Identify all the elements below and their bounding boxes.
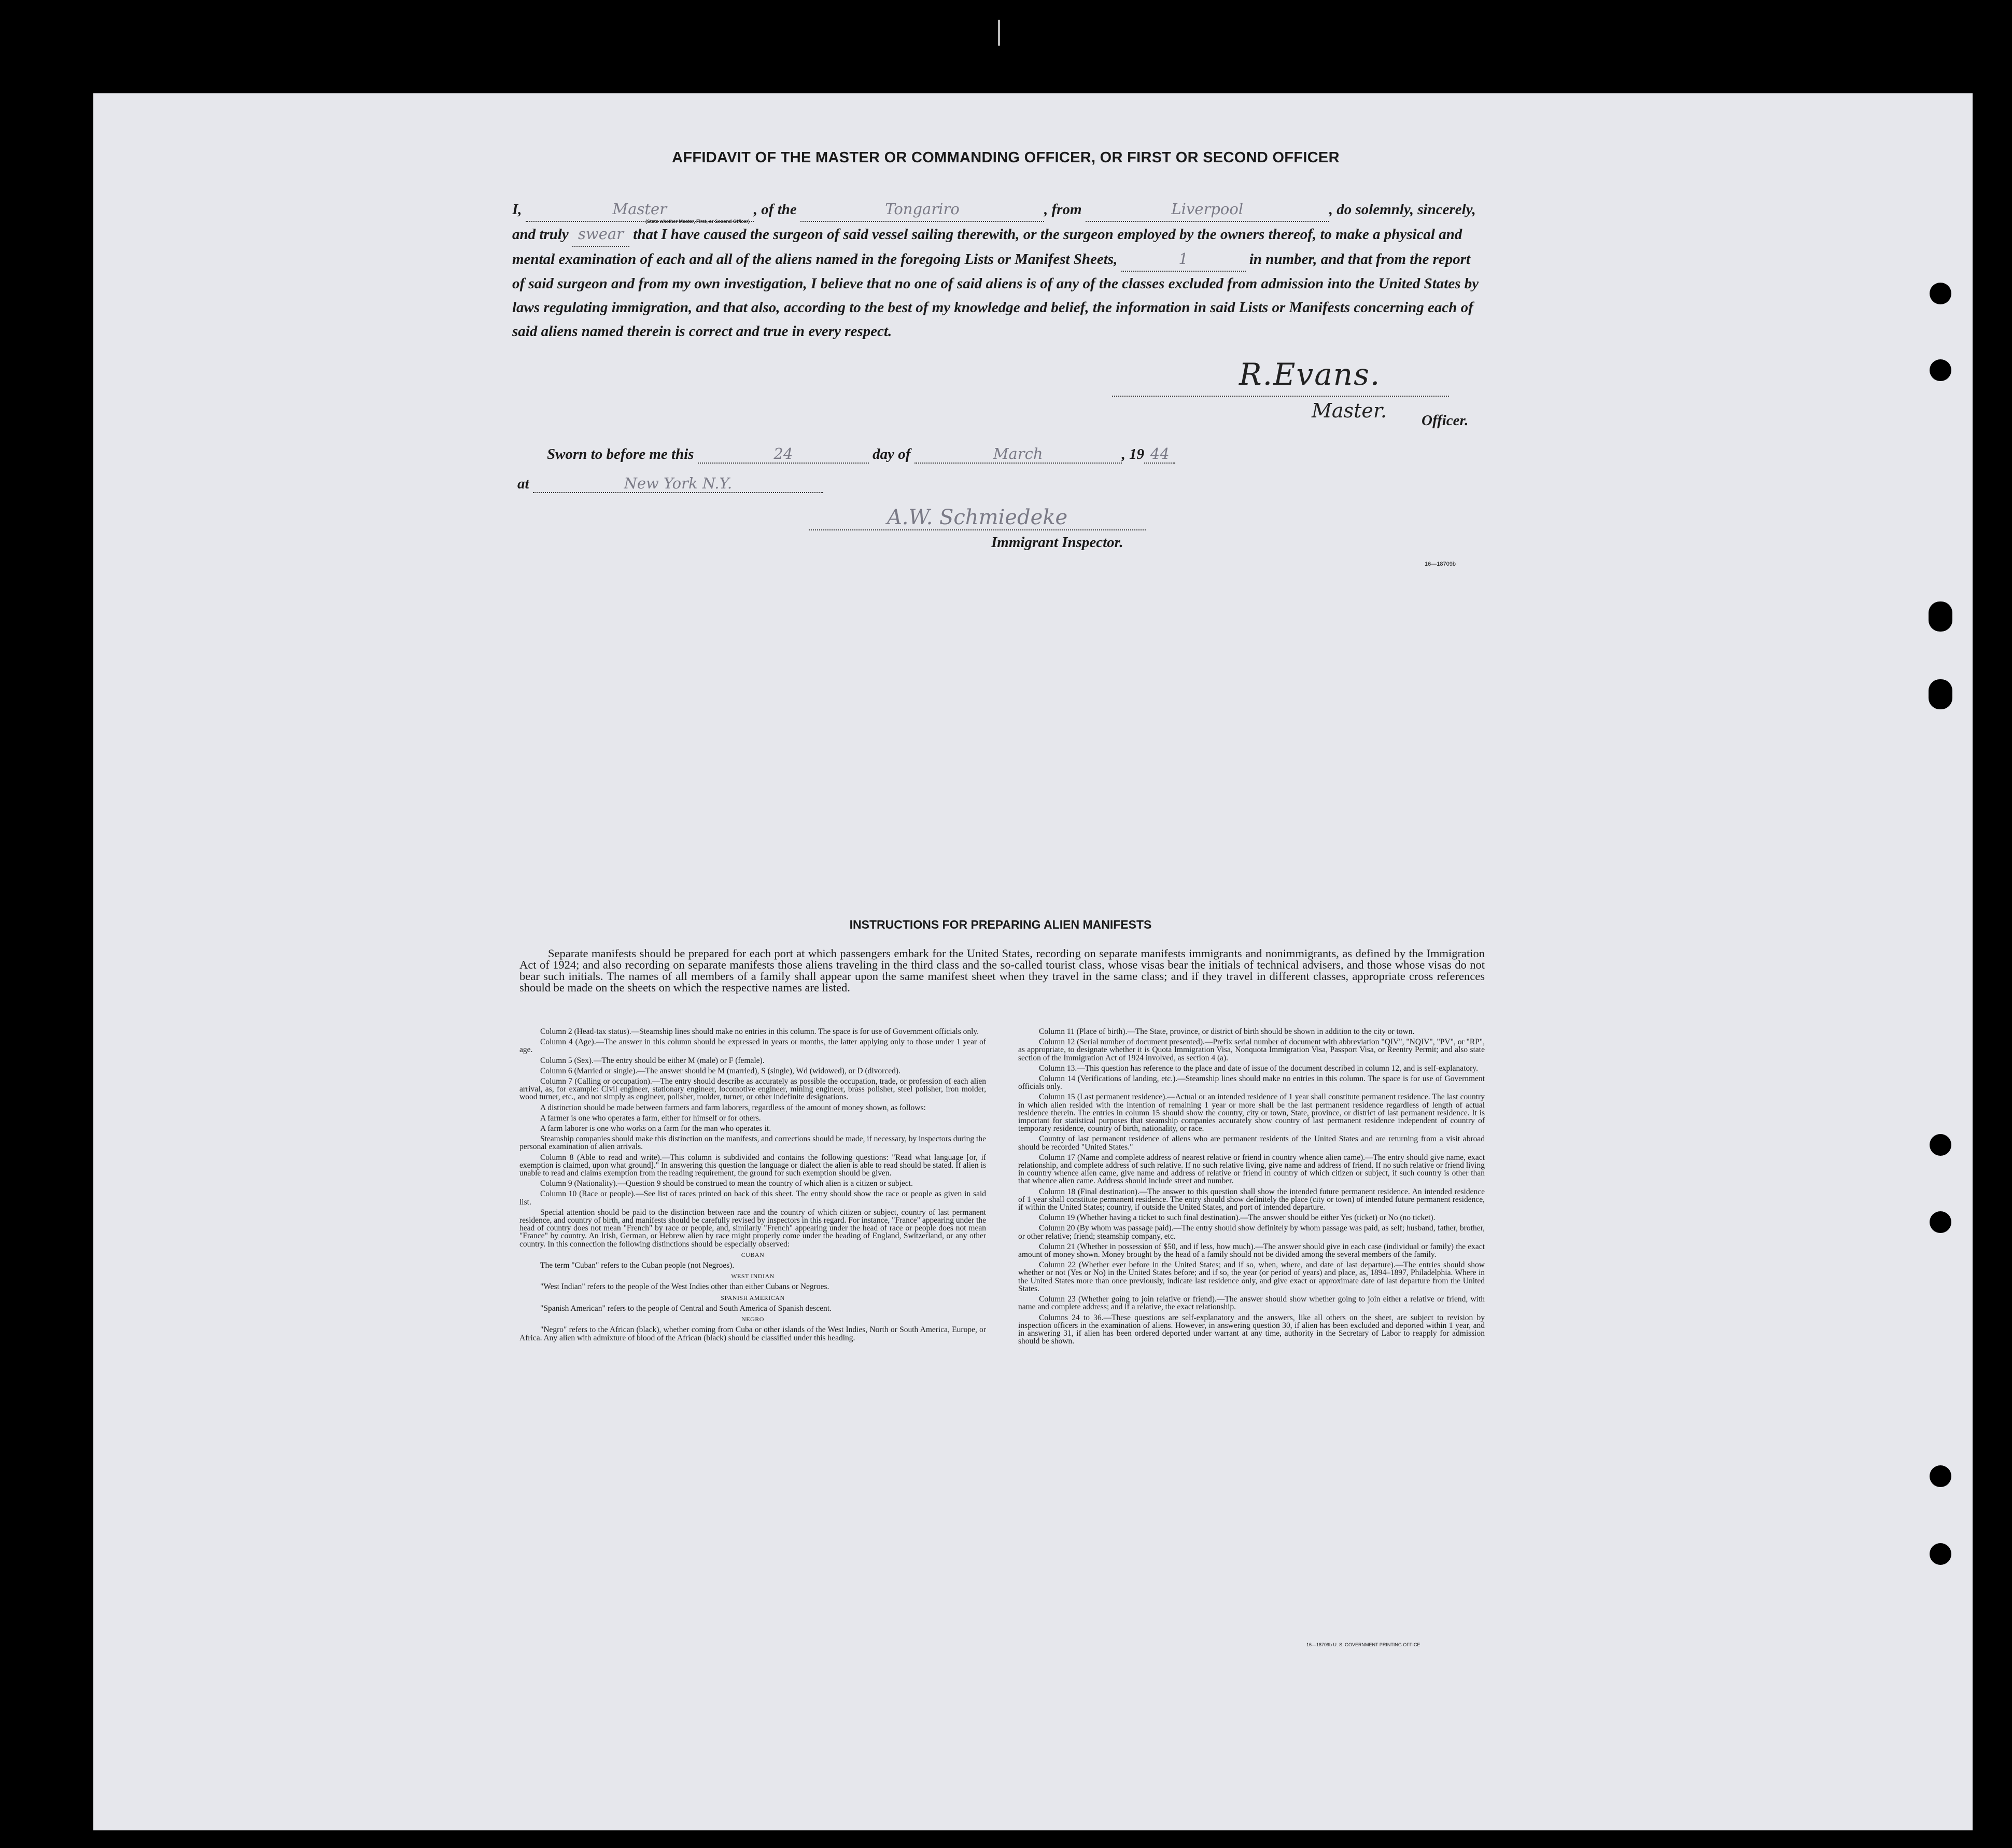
at-label: at	[517, 475, 529, 492]
punch-hole	[1930, 1211, 1951, 1233]
punch-hole	[1929, 601, 1952, 632]
instruction-paragraph: Column 12 (Serial number of document presented).—Prefix serial number of document with abbreviation "QIV", "NQIV", "PV", or "RP", as appropriate, to designate whether it is Quota Immigration Visa, Nonquota Immigration Visa, Passport Visa, or Reentry Permit; and also state section of the Immigration Act of 1924 involved, as section 4 (a).	[1018, 1038, 1485, 1062]
officer-label: Officer.	[1422, 412, 1469, 429]
instruction-paragraph: Column 10 (Race or people).—See list of races printed on back of this sheet. The entry should show the race or people as given in said list.	[519, 1189, 986, 1207]
instruction-paragraph: Column 13.—This question has reference to the place and date of issue of the document described in column 12, and is self-explanatory.	[1039, 1063, 1478, 1073]
instruction-paragraph: Column 18 (Final destination).—The answer to this question shall show the intended future permanent residence. An intended residence of 1 year shall constitute permanent residence. The entry should show definitely the place (city or town) of intended future permanent residence, if within the United States; country, if outside the United States, and port of intended departure.	[1018, 1187, 1485, 1212]
instruction-paragraph: Column 5 (Sex).—The entry should be either M (male) or F (female).	[540, 1056, 765, 1065]
instruction-paragraph: Column 4 (Age).—The answer in this column should be expressed in years or months, the latter applying only to those under 1 year of age.	[519, 1038, 986, 1055]
count-field: 1	[1121, 247, 1246, 272]
vessel-field: Tongariro	[800, 197, 1044, 222]
solemnly-label: solemnly, sincerely, and truly	[512, 201, 1476, 243]
sworn-day-field: 24	[698, 445, 869, 464]
affidavit-text-1: that I have caused the surgeon of said vessel sailing therewith, or the surgeon employed by the owners thereof, to make a physical and mental examination of each and all of the aliens named in the foregoing Lists or Manifest Sheets,	[512, 226, 1462, 268]
instructions-intro: Separate manifests should be prepared for each port at which passengers embark for the United States, recording on separate manifests immigrants and nonimmigrants, as defined by the Immigration Act of 1924; and also recording on separate manifests those aliens traveling in the third class and the so-called tourist class, whose visas bear the initials of technical advisers, and those whose visas do not bear such initials. The names of all members of a family shall appear upon the same manifest sheet when they travel in the same class; and if they travel in different classes, appropriate cross references should be made on the sheets on which the respective names are listed.	[519, 947, 1485, 994]
year-prefix: , 19	[1121, 446, 1145, 463]
rank-field: Master	[526, 197, 754, 222]
instruction-paragraph: Columns 24 to 36.—These questions are self-explanatory and the answers, like all others on the sheet, are subject to revision by inspection officers in the examination of aliens. However, in answering question 30, if alien has been excluded and deported within 1 year, and in answering 31, if alien has been ordered deported under warrant at any time, authority in the Secretary of Labor to reapply for admission should be shown.	[1018, 1313, 1485, 1346]
punch-hole	[1930, 359, 1951, 381]
punch-hole	[1930, 1543, 1951, 1565]
day-of-label: day of	[873, 446, 911, 463]
rank-note: (State whether Master, First, or Second Officer)	[645, 219, 750, 224]
at-line	[517, 474, 823, 493]
instruction-paragraph: Special attention should be paid to the distinction between race and the country of which citizen or subject, country of last permanent residence, and country of birth, and manifests should be carefully revised by inspectors in this regard. For instance, "France" appearing under the head of country does not mean "French" by race or people, and, similarly "French" appearing under the head of race or people does not mean "France" by country. An Irish, German, or Hebrew alien by race might properly come under the heading of England, Switzerland, or any other country. In this connection the following distinctions should be especially observed:	[519, 1208, 986, 1249]
port-field: Liverpool	[1086, 197, 1329, 222]
instruction-paragraph: A farmer is one who operates a farm, either for himself or for others.	[540, 1113, 761, 1123]
master-signature: R.Evans.	[1239, 357, 1381, 392]
section-heading: NEGRO	[741, 1315, 764, 1323]
from-label: , from	[1044, 201, 1082, 218]
sworn-label: Sworn to before me this	[547, 446, 694, 463]
instruction-paragraph: Column 2 (Head-tax status).—Steamship lines should make no entries in this column. The space is for use of Government officials only.	[540, 1027, 979, 1036]
do-label: , do	[1329, 201, 1352, 218]
section-text: "Negro" refers to the African (black), whether coming from Cuba or other islands of the West Indies, North or South America, Europe, or Africa. Any alien with admixture of blood of the African (black) should be classified under this heading.	[519, 1325, 986, 1342]
instruction-paragraph: Column 23 (Whether going to join relative or friend).—The answer should show whether going to join either a relative or friend, with name and complete address; and if a relative, the exact relationship.	[1018, 1295, 1485, 1312]
section-heading: WEST INDIAN	[731, 1272, 775, 1280]
instruction-paragraph: Column 21 (Whether in possession of $50, and if less, how much).—The answer should give in each case (individual or family) the exact amount of money shown. Money brought by the head of a family should not be divided among the several members of the family.	[1018, 1242, 1485, 1259]
of-the-label: , of the	[753, 201, 797, 218]
punch-hole	[1930, 283, 1951, 304]
instruction-paragraph: Column 7 (Calling or occupation).—The entry should describe as accurately as possible the occupation, trade, or profession of each alien arrival, as, for example: Civil engineer, stationary engineer, locomotive engineer, mining engineer, brass polisher, steel polisher, iron molder, wood turner, etc., and not simply as engineer, polisher, molder, turner, or other indefinite designations.	[519, 1077, 986, 1102]
swear-field: swear	[572, 222, 629, 247]
section-heading: SPANISH AMERICAN	[721, 1294, 785, 1301]
instruction-paragraph: Steamship companies should make this distinction on the manifests, and corrections should be made, if necessary, by inspectors during the personal examination of alien arrivals.	[519, 1135, 986, 1152]
instruction-paragraph: Column 20 (By whom was passage paid).—The entry should show definitely by whom passage was paid, as self; husband, father, brother, or other relative; friend; steamship company, etc.	[1018, 1224, 1485, 1241]
instruction-paragraph: A farm laborer is one who works on a farm for the man who operates it.	[540, 1124, 771, 1133]
printing-office-footer: 16—18709b U. S. GOVERNMENT PRINTING OFFICE	[1306, 1642, 1420, 1647]
instruction-paragraph: Column 14 (Verifications of landing, etc.).—Steamship lines should make no entries in this column. The space is for use of Government officials only.	[1018, 1074, 1485, 1091]
instruction-paragraph: Column 17 (Name and complete address of nearest relative or friend in country whence alien came).—The entry should give name, exact relationship, and complete address of such relative. If no such relative living, give name and address of friend. If no such relative or friend living in country whence alien came, give name and address of relative or friend in country of which citizen or subject, if such country is other than that whence alien came. Address should include street and number.	[1018, 1153, 1485, 1186]
form-number: 16—18709b	[1425, 561, 1456, 567]
instruction-paragraph: A distinction should be made between farmers and farm laborers, regardless of the amount of money shown, as follows:	[540, 1103, 926, 1112]
instruction-paragraph: Country of last permanent residence of aliens who are permanent residents of the United States and are returning from a visit abroad should be recorded "United States."	[1018, 1135, 1485, 1152]
at-place-field: New York N.Y.	[533, 474, 823, 493]
year-field: 44	[1144, 445, 1175, 464]
instructions-right-column	[1018, 1028, 1485, 1348]
instruction-paragraph: Column 22 (Whether ever before in the United States; and if so, when, where, and date of last departure).—The entries should show whether or not (Yes or No) in the United States before; and if so, the year (or period of years) and place, as, 1894–1897, Philadelphia. Where in the United States more than once previously, indicate last residence only, and give exact or approximate date of last departure from the United States.	[1018, 1261, 1485, 1293]
instruction-paragraph: Column 6 (Married or single).—The answer should be M (married), S (single), Wd (widowed), or D (divorced).	[540, 1066, 901, 1075]
section-heading: CUBAN	[741, 1251, 765, 1258]
affidavit-text-2: in number, and that from the report of said surgeon and from my own investigation, I believe that no one of said aliens is of any of the classes excluded from admission into the United States by laws regulating immigration, and that also, according to the best of my knowledge and belief, the information in said Lists or Manifests concerning each of said aliens named therein is correct and true in every respect.	[512, 251, 1479, 340]
punch-hole	[1930, 1134, 1951, 1156]
section-text: The term "Cuban" refers to the Cuban people (not Negroes).	[540, 1261, 735, 1270]
instructions-left-column	[519, 1028, 986, 1345]
signature-rank: Master.	[1312, 399, 1387, 422]
signature-line	[1112, 396, 1449, 397]
instructions-title: INSTRUCTIONS FOR PREPARING ALIEN MANIFESTS	[849, 918, 1152, 931]
section-text: "Spanish American" refers to the people of Central and South America of Spanish descent.	[540, 1304, 832, 1313]
scan-mark	[998, 20, 1000, 46]
inspector-label: Immigrant Inspector.	[991, 534, 1123, 551]
instruction-paragraph: Column 19 (Whether having a ticket to such final destination).—The answer should be either Yes (ticket) or No (no ticket).	[1039, 1213, 1436, 1223]
affidavit-i: I,	[512, 201, 522, 218]
section-text: "West Indian" refers to the people of the West Indies other than either Cubans or Negroes.	[540, 1282, 829, 1292]
sworn-line	[547, 445, 1175, 464]
instruction-paragraph: Column 11 (Place of birth).—The State, province, or district of birth should be shown in addition to the city or town.	[1039, 1027, 1415, 1036]
sworn-month-field: March	[914, 445, 1122, 464]
instruction-paragraph: Column 8 (Able to read and write).—This column is subdivided and contains the following questions: "Read what language [or, if exemption is claimed, upon what ground]." In answering this question the language or dialect the alien is able to read should be stated. If alien is unable to read and claims exemption from the reading requirement, the ground for such exemption should be given.	[519, 1153, 986, 1178]
affidavit-title: AFFIDAVIT OF THE MASTER OR COMMANDING OFFICER, OR FIRST OR SECOND OFFICER	[672, 149, 1340, 166]
instruction-paragraph: Column 9 (Nationality).—Question 9 should be construed to mean the country of which alien is a citizen or subject.	[540, 1179, 913, 1188]
inspector-signature: A.W. Schmiedeke	[809, 506, 1146, 530]
punch-hole	[1930, 1465, 1951, 1487]
punch-hole	[1929, 679, 1952, 709]
instruction-paragraph: Column 15 (Last permanent residence).—Actual or an intended residence of 1 year shall constitute permanent residence. The last country in which alien resided with the intention of remaining 1 year or more shall be the last permanent residence regardless of length of actual residence therein. The entries in column 15 should show the country, city or town, State, province, or district of last permanent residence. It is important for statistical purposes that steamship companies accurately show country of last permanent residence independent of country of temporary residence, country of birth, nationality, or race.	[1018, 1093, 1485, 1133]
